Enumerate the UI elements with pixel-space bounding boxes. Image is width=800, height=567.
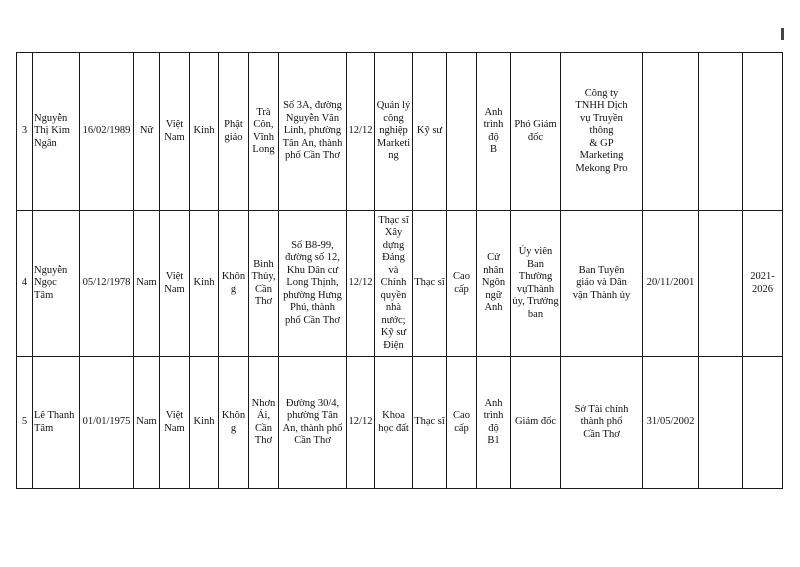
cell-academic-degree: Thạc sĩ [413, 211, 447, 357]
cell-dob: 01/01/1975 [80, 357, 134, 489]
cell-gender: Nam [134, 357, 160, 489]
cell-position: Phó Giám đốc [511, 53, 561, 211]
table-row [17, 357, 783, 489]
table-row [17, 53, 783, 211]
cell-term [743, 357, 783, 489]
cell-position: Giám đốc [511, 357, 561, 489]
cell-residence: Đường 30/4, phường Tân An, thành phố Cần Thơ [279, 357, 347, 489]
cell-workplace: Ban Tuyên giáo và Dân vận Thành ủy [561, 211, 643, 357]
cell-name: Nguyễn Ngọc Tâm [33, 211, 80, 357]
cell-academic-degree: Kỹ sư [413, 53, 447, 211]
cell-term: 2021- 2026 [743, 211, 783, 357]
cell-name: Lê Thanh Tâm [33, 357, 80, 489]
cell-position: Ủy viên Ban Thường vụThành ủy, Trưởng ban [511, 211, 561, 357]
cell-nationality: Việt Nam [160, 357, 190, 489]
cell-term [743, 53, 783, 211]
cell-gender: Nam [134, 211, 160, 357]
cell-political-theory: Cao cấp [447, 211, 477, 357]
cell-general-education: 12/12 [347, 357, 375, 489]
cell-extra [699, 53, 743, 211]
cell-workplace: Sở Tài chính thành phố Cần Thơ [561, 357, 643, 489]
table-row [17, 211, 783, 357]
cell-ethnicity: Kinh [190, 357, 219, 489]
cell-nationality: Việt Nam [160, 53, 190, 211]
page-edge-mark [781, 28, 784, 40]
cell-foreign-language: Anh trình độ B [477, 53, 511, 211]
cell-general-education: 12/12 [347, 53, 375, 211]
cell-hometown: Trà Côn, Vĩnh Long [249, 53, 279, 211]
cell-party-join-date: 20/11/2001 [643, 211, 699, 357]
cell-stt: 5 [17, 357, 33, 489]
cell-name: Nguyễn Thị Kim Ngân [33, 53, 80, 211]
cell-extra [699, 211, 743, 357]
cell-workplace: Công ty TNHH Dịch vụ Truyền thông & GP Marketing Mekong Pro [561, 53, 643, 211]
cell-foreign-language: Anh trình độ B1 [477, 357, 511, 489]
cell-general-education: 12/12 [347, 211, 375, 357]
cell-dob: 16/02/1989 [80, 53, 134, 211]
cell-professional: Thạc sĩ Xây dựng Đảng và Chính quyền nhà nước; Kỹ sư Điện [375, 211, 413, 357]
cell-stt: 3 [17, 53, 33, 211]
cell-gender: Nữ [134, 53, 160, 211]
candidate-table [16, 52, 783, 489]
cell-religion: Không [219, 211, 249, 357]
cell-professional: Khoa học đất [375, 357, 413, 489]
cell-nationality: Việt Nam [160, 211, 190, 357]
cell-ethnicity: Kinh [190, 53, 219, 211]
cell-religion: Phật giáo [219, 53, 249, 211]
cell-political-theory [447, 53, 477, 211]
cell-party-join-date: 31/05/2002 [643, 357, 699, 489]
cell-dob: 05/12/1978 [80, 211, 134, 357]
cell-hometown: Bình Thủy, Cần Thơ [249, 211, 279, 357]
cell-extra [699, 357, 743, 489]
cell-hometown: Nhơn Ái, Cần Thơ [249, 357, 279, 489]
cell-ethnicity: Kinh [190, 211, 219, 357]
cell-professional: Quản lý công nghiệp Marketi ng [375, 53, 413, 211]
cell-party-join-date [643, 53, 699, 211]
cell-religion: Không [219, 357, 249, 489]
cell-stt: 4 [17, 211, 33, 357]
cell-foreign-language: Cử nhân Ngôn ngữ Anh [477, 211, 511, 357]
cell-residence: Số 3A, đường Nguyễn Văn Linh, phường Tân An, thành phố Cần Thơ [279, 53, 347, 211]
cell-political-theory: Cao cấp [447, 357, 477, 489]
cell-residence: Số B8-99, đường số 12, Khu Dân cư Long Thịnh, phường Hưng Phú, thành phố Cần Thơ [279, 211, 347, 357]
cell-academic-degree: Thạc sĩ [413, 357, 447, 489]
